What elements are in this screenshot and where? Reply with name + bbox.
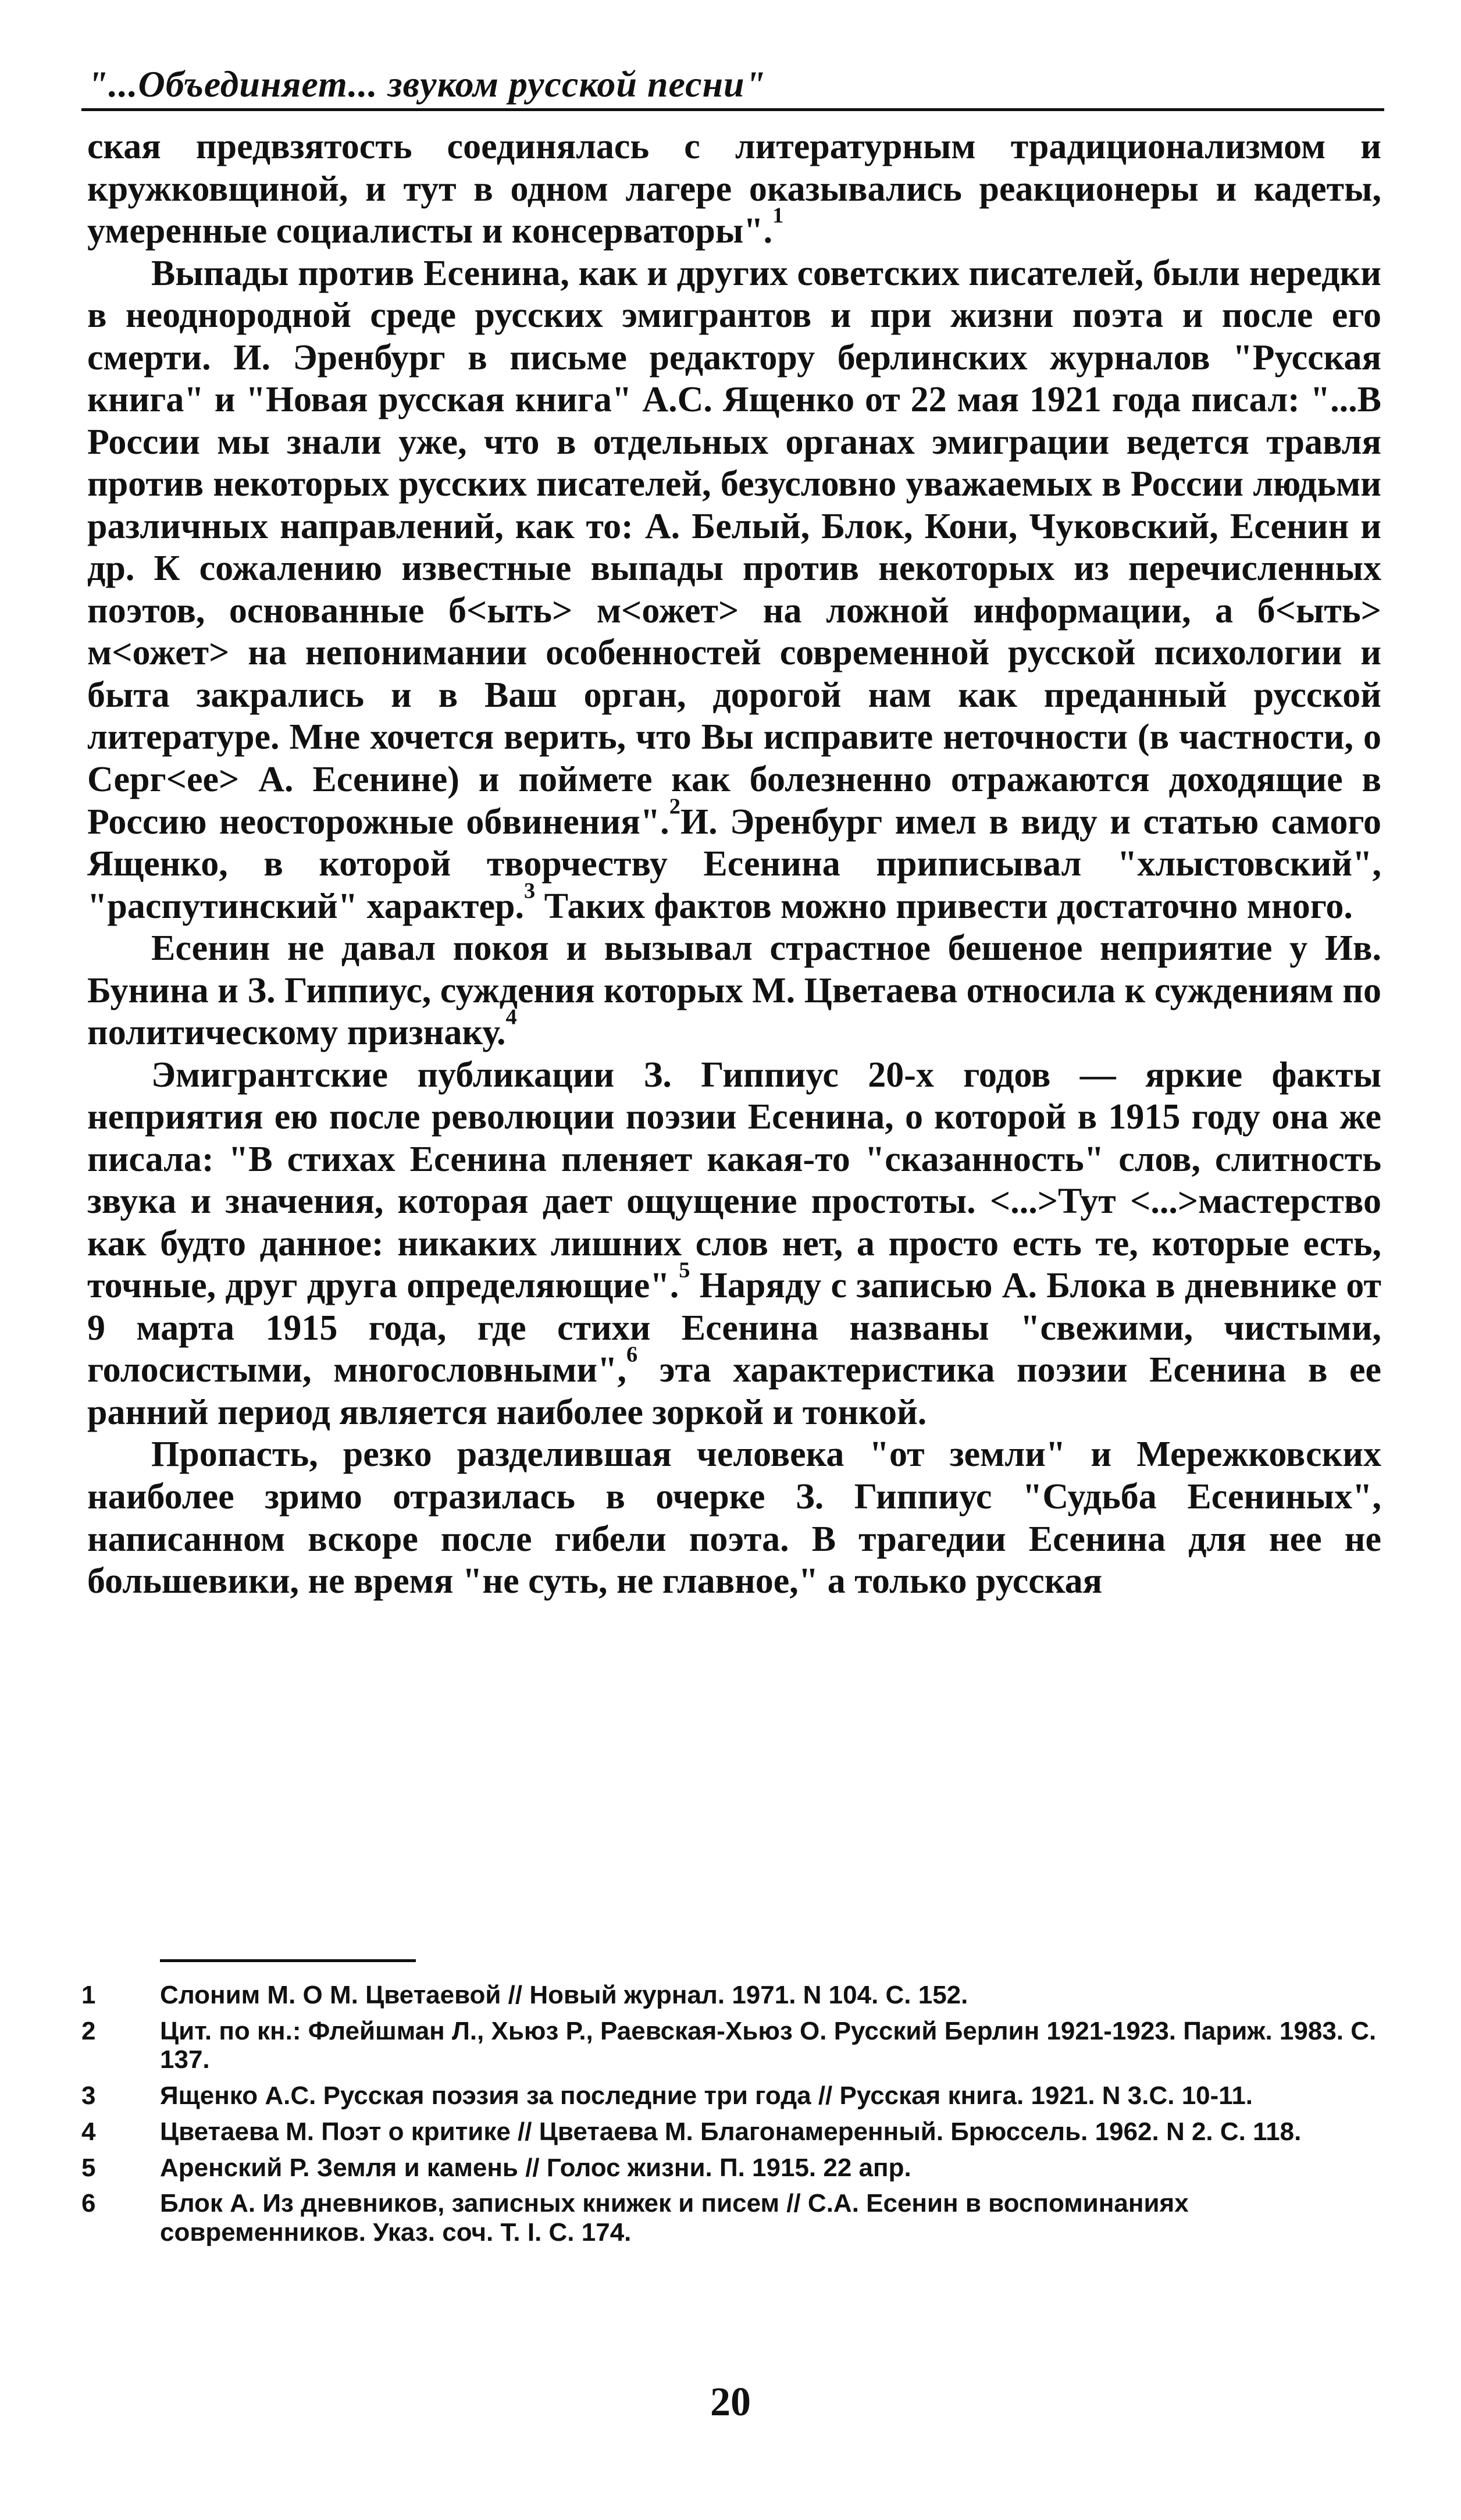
paragraph-5-text: Пропасть, резко разделившая человека "от земли" и Мережковских наиболее зримо отразилась в очерке З. Гиппиус "Судьба Есениных", написанном вскоре после гибели поэта. В трагедии Есенина для нее не большевики, не время "не суть, не главное," а только русская — [87, 1435, 1381, 1601]
footnote-text: Цит. по кн.: Флейшман Л., Хьюз Р., Раевская-Хьюз О. Русский Берлин 1921-1923. Париж. 1983. С. 137. — [160, 2016, 1377, 2074]
paragraph-2-text-c: Таких фактов можно привести достаточно много. — [535, 886, 1353, 926]
footnotes-list — [81, 1981, 1384, 2254]
page-number: 20 — [710, 2380, 751, 2425]
paragraph-5 — [87, 1433, 1381, 1602]
footnote-item — [81, 2154, 1384, 2183]
footnote-text: Слоним М. О М. Цветаевой // Новый журнал. 1971. N 104. С. 152. — [160, 1981, 968, 2009]
paragraph-4-text-b: Наряду с записью А. Блока в дневнике от 9 марта 1915 года, где стихи Есенина названы "свежими, чистыми, голосистыми, многословными", — [87, 1266, 1381, 1390]
paragraph-3 — [87, 927, 1381, 1054]
paragraph-1 — [87, 126, 1381, 252]
footnote-ref-5: 5 — [679, 1258, 690, 1283]
footnote-ref-4: 4 — [505, 1005, 517, 1030]
paragraph-4 — [87, 1054, 1381, 1434]
footnote-separator — [160, 1959, 416, 1962]
footnote-number: 1 — [81, 1981, 96, 2009]
footnote-number: 2 — [81, 2016, 96, 2045]
footnote-ref-3: 3 — [524, 878, 536, 903]
footnote-item — [81, 2017, 1384, 2074]
paragraph-4-text-c: эта характеристика поэзии Есенина в ее ранний период является наиболее зоркой и тонкой. — [87, 1350, 1382, 1432]
footnote-text: Ященко А.С. Русская поэзия за последние три года // Русская книга. 1921. N 3.С. 10-11. — [160, 2081, 1253, 2110]
header-rule — [81, 108, 1384, 111]
running-title: "...Объединяет... звуком русской песни" — [87, 63, 767, 105]
paragraph-1-text: ская предвзятость соединялась с литературным традиционализмом и кружковщиной, и тут в одном лагере оказывались реакционеры и кадеты, умеренные социалисты и консерваторы". — [87, 127, 1381, 251]
paragraph-3-text: Есенин не давал покоя и вызывал страстное бешеное неприятие у Ив. Бунина и З. Гиппиус, суждения которых М. Цветаева относила к суждениям по политическому признаку. — [87, 928, 1381, 1053]
paragraph-2-text-a: Выпады против Есенина, как и других советских писателей, были нередки в неоднородной среде русских эмигрантов и при жизни поэта и после его смерти. И. Эренбург в письме редактору берлинских журналов "Русская книга" и "Новая русская книга" А.С. Ященко от 22 мая 1921 года писал: "...В России мы знали уже, что в отдельных органах эмиграции ведется травля против некоторых русских писателей, безусловно уважаемых в России людьми различных направлений, как то: А. Белый, Блок, Кони, Чуковский, Есенин и др. К сожалению известные выпады против некоторых из перечисленных поэтов, основанные б<ыть> м<ожет> на ложной информации, а б<ыть> м<ожет> на непонимании особенностей современной русской психологии и быта закрались и в Ваш орган, дорогой нам как преданный русской литературе. Мне хочется верить, что Вы исправите неточности (в частности, о Серг<ее> А. Есенине) и поймете как болезненно отражаются доходящие в Россию неосторожные обвинения". — [87, 253, 1381, 842]
footnote-number: 6 — [81, 2189, 96, 2218]
footnote-text: Аренский Р. Земля и камень // Голос жизни. П. 1915. 22 апр. — [160, 2153, 911, 2182]
footnote-item — [81, 2117, 1384, 2147]
footnote-item — [81, 1981, 1384, 2010]
footnote-ref-2: 2 — [669, 793, 680, 818]
paragraph-2 — [87, 252, 1381, 928]
footnote-number: 3 — [81, 2081, 96, 2110]
main-text — [87, 126, 1381, 1603]
footnote-item — [81, 2189, 1384, 2247]
footnote-number: 5 — [81, 2153, 96, 2182]
footnote-number: 4 — [81, 2117, 96, 2146]
footnote-ref-6: 6 — [626, 1342, 638, 1367]
footnote-ref-1: 1 — [772, 203, 784, 228]
paragraph-2-text-b: И. Эренбург имел в виду и статью самого Ященко, в которой творчеству Есенина приписывал "хлыстовский", "распутинский" характер. — [87, 802, 1381, 926]
paragraph-4-text-a: Эмигрантские публикации З. Гиппиус 20-х годов — яркие факты неприятия ею после революции поэзии Есенина, о которой в 1915 году она же писала: "В стихах Есенина пленяет какая-то "сказанность" слов, слитность звука и значения, которая дает ощущение простоты. <...>Тут <...>мастерство как будто данное: никаких лишних слов нет, а просто есть те, которые есть, точные, друг друга определяющие". — [87, 1055, 1381, 1306]
footnote-text: Блок А. Из дневников, записных книжек и писем // С.А. Есенин в воспоминаниях современников. Указ. соч. Т. I. С. 174. — [160, 2189, 1189, 2247]
footnote-text: Цветаева М. Поэт о критике // Цветаева М. Благонамеренный. Брюссель. 1962. N 2. С. 118. — [160, 2117, 1302, 2146]
footnote-item — [81, 2081, 1384, 2110]
